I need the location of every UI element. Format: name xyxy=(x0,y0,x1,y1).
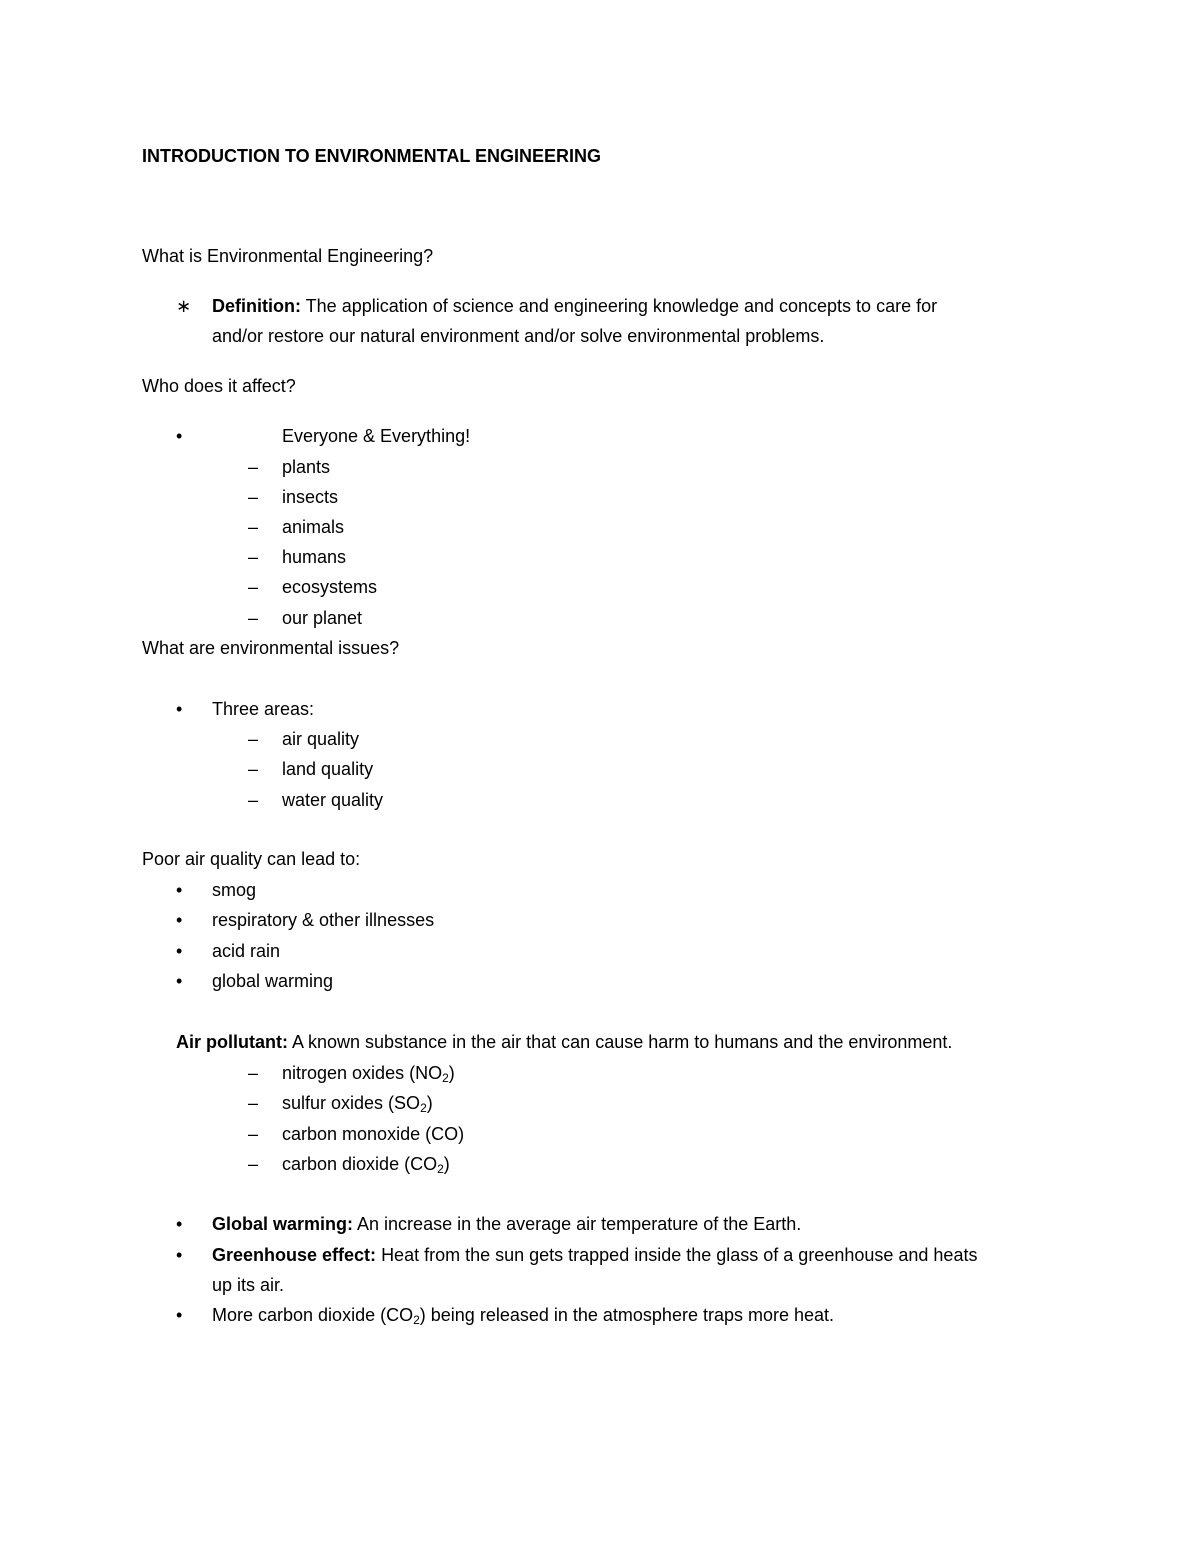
bullet-marker: • xyxy=(176,1245,183,1265)
dash-marker: – xyxy=(248,517,259,537)
question-issues: What are environmental issues? xyxy=(142,638,400,658)
dash-marker: – xyxy=(248,608,259,628)
dash-marker: – xyxy=(248,1063,259,1083)
global-warming-line xyxy=(212,1213,801,1235)
question-who-affects: Who does it affect? xyxy=(142,376,296,396)
pollutant-name: carbon monoxide (CO) xyxy=(282,1124,465,1144)
dash-marker: – xyxy=(248,759,259,779)
list-item: global warming xyxy=(212,971,334,991)
definition-line-2: and/or restore our natural environment and/or solve environmental problems. xyxy=(212,326,825,346)
air-pollutant-text: A known substance in the air that can cause harm to humans and the environment. xyxy=(292,1032,953,1052)
co2-text-post: ) being released in the atmosphere traps more heat. xyxy=(419,1305,835,1325)
affects-heading: Everyone & Everything! xyxy=(282,426,471,446)
pollutant-name: sulfur oxides (SO xyxy=(282,1093,421,1113)
bullet-marker: • xyxy=(176,426,183,446)
list-item xyxy=(282,1092,433,1114)
list-item xyxy=(282,1153,450,1175)
dash-marker: – xyxy=(248,1093,259,1113)
subscript: 2 xyxy=(437,1162,444,1176)
co2-line xyxy=(212,1304,834,1326)
greenhouse-label: Greenhouse effect: xyxy=(212,1245,377,1265)
areas-heading: Three areas: xyxy=(212,699,315,719)
subscript: 2 xyxy=(442,1071,449,1085)
dash-marker: – xyxy=(248,487,259,507)
greenhouse-text-1: Heat from the sun gets trapped inside the glass of a greenhouse and heats xyxy=(381,1245,978,1265)
poor-air-heading: Poor air quality can lead to: xyxy=(142,849,361,869)
definition-text-1: The application of science and engineering knowledge and concepts to care for xyxy=(305,296,938,316)
subscript: 2 xyxy=(413,1313,420,1327)
asterisk-marker: ∗ xyxy=(176,296,192,316)
list-item xyxy=(282,1062,455,1084)
bullet-marker: • xyxy=(176,880,183,900)
bullet-marker: • xyxy=(176,971,183,991)
list-item: water quality xyxy=(282,790,384,810)
list-item: air quality xyxy=(282,729,360,749)
dash-marker: – xyxy=(248,577,259,597)
pollutant-close: ) xyxy=(448,1063,455,1083)
bullet-marker: • xyxy=(176,1305,183,1325)
air-pollutant-label: Air pollutant: xyxy=(176,1032,288,1052)
list-item: smog xyxy=(212,880,257,900)
greenhouse-line-1 xyxy=(212,1244,977,1266)
dash-marker: – xyxy=(248,457,259,477)
dash-marker: – xyxy=(248,729,259,749)
global-warming-text: An increase in the average air temperature of the Earth. xyxy=(357,1214,802,1234)
list-item: acid rain xyxy=(212,941,281,961)
global-warming-label: Global warming: xyxy=(212,1214,354,1234)
list-item: plants xyxy=(282,457,331,477)
definition-line-1 xyxy=(212,295,937,317)
bullet-marker: • xyxy=(176,699,183,719)
pollutant-close: ) xyxy=(443,1154,450,1174)
dash-marker: – xyxy=(248,790,259,810)
dash-marker: – xyxy=(248,1154,259,1174)
pollutant-close: ) xyxy=(426,1093,433,1113)
list-item: respiratory & other illnesses xyxy=(212,910,435,930)
list-item: insects xyxy=(282,487,339,507)
dash-marker: – xyxy=(248,1124,259,1144)
question-what-is: What is Environmental Engineering? xyxy=(142,246,434,266)
greenhouse-line-2: up its air. xyxy=(212,1275,285,1295)
list-item: animals xyxy=(282,517,345,537)
list-item: land quality xyxy=(282,759,374,779)
definition-label: Definition: xyxy=(212,296,301,316)
pollutant-name: nitrogen oxides (NO xyxy=(282,1063,443,1083)
subscript: 2 xyxy=(420,1101,427,1115)
list-item: our planet xyxy=(282,608,363,628)
document-title: INTRODUCTION TO ENVIRONMENTAL ENGINEERING xyxy=(142,146,602,166)
list-item: humans xyxy=(282,547,347,567)
air-pollutant-line xyxy=(176,1031,952,1053)
dash-marker: – xyxy=(248,547,259,567)
bullet-marker: • xyxy=(176,941,183,961)
list-item: ecosystems xyxy=(282,577,378,597)
co2-text-pre: More carbon dioxide (CO xyxy=(212,1305,414,1325)
list-item xyxy=(282,1123,464,1145)
bullet-marker: • xyxy=(176,1214,183,1234)
pollutant-name: carbon dioxide (CO xyxy=(282,1154,438,1174)
bullet-marker: • xyxy=(176,910,183,930)
